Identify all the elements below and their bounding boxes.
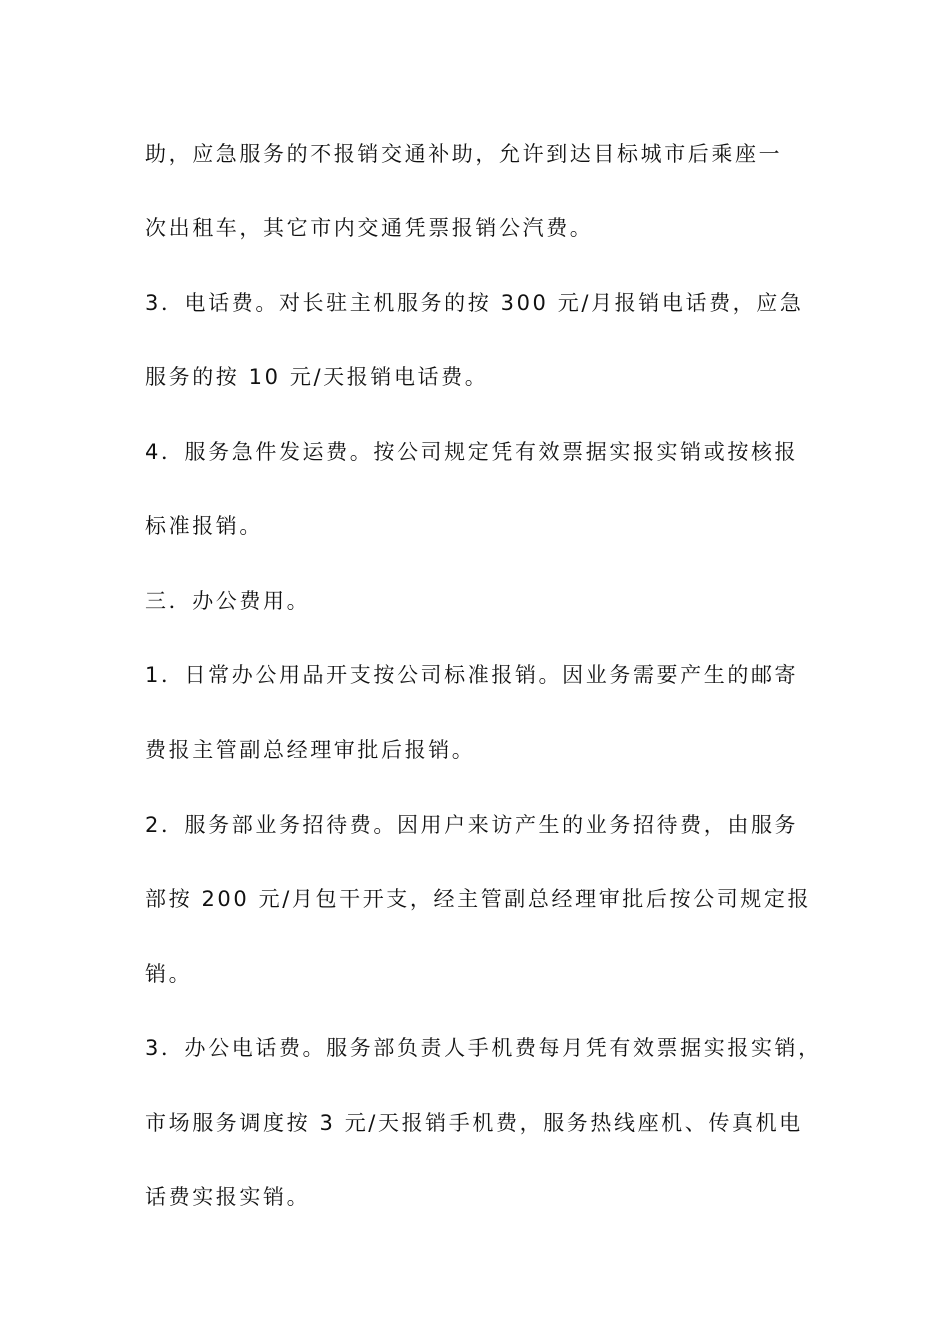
text-line: 3．办公电话费。服务部负责人手机费每月凭有效票据实报实销， <box>145 1036 822 1060</box>
text-line: 3．电话费。对长驻主机服务的按 300 元/月报销电话费，应急 <box>145 291 804 315</box>
text-line: 销。 <box>145 962 193 986</box>
text-line: 标准报销。 <box>145 514 263 538</box>
text-line: 助，应急服务的不报销交通补助，允许到达目标城市后乘座一 <box>145 142 783 166</box>
text-line: 部按 200 元/月包干开支，经主管副总经理审批后按公司规定报 <box>145 887 812 911</box>
text-line: 1．日常办公用品开支按公司标准报销。因业务需要产生的邮寄 <box>145 663 799 687</box>
text-line: 2．服务部业务招待费。因用户来访产生的业务招待费，由服务 <box>145 813 799 837</box>
text-line: 市场服务调度按 3 元/天报销手机费，服务热线座机、传真机电 <box>145 1111 803 1135</box>
text-line: 费报主管副总经理审批后报销。 <box>145 738 476 762</box>
section-heading: 三．办公费用。 <box>145 589 311 613</box>
text-line: 服务的按 10 元/天报销电话费。 <box>145 365 489 389</box>
text-line: 次出租车，其它市内交通凭票报销公汽费。 <box>145 216 594 240</box>
text-line: 4．服务急件发运费。按公司规定凭有效票据实报实销或按核报 <box>145 440 799 464</box>
text-line: 话费实报实销。 <box>145 1185 311 1209</box>
